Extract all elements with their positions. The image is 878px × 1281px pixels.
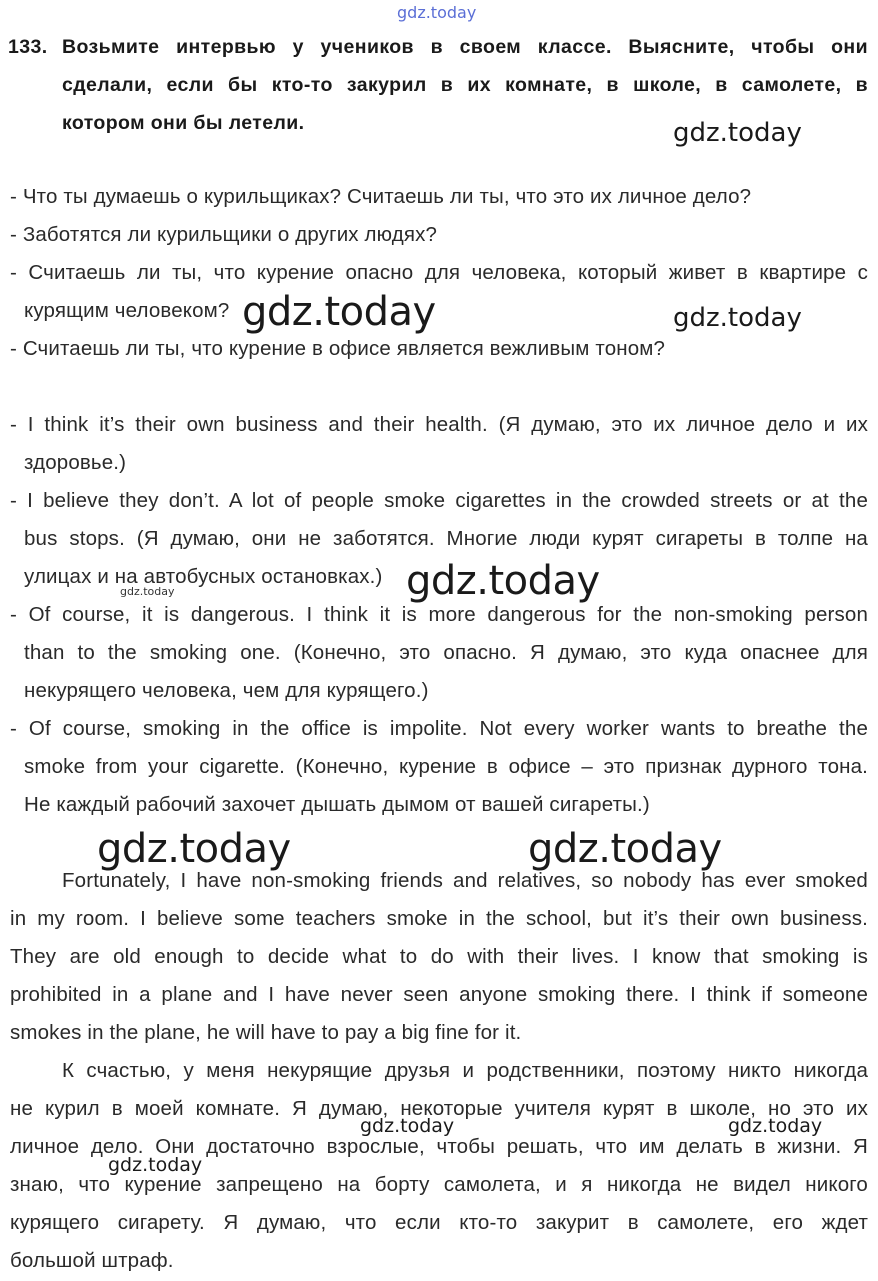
answer-4-cont: smoke from your cigarette. (Конечно, курение в офисе – это признак дурного тона.	[24, 755, 868, 778]
answer-3: - Of course, it is dangerous. I think it is more dangerous for the non-smoking person	[10, 603, 868, 626]
paragraph-ru-line-4: знаю, что курение запрещено на борту самолета, и я никогда не видел никого	[10, 1173, 868, 1196]
task-line-3: котором они бы летели.	[62, 112, 305, 134]
paragraph-ru-line-3: личное дело. Они достаточно взрослые, чтобы решать, что им делать в жизни. Я	[10, 1135, 868, 1158]
watermark: gdz.today	[528, 826, 722, 872]
answer-2-cont: bus stops. (Я думаю, они не заботятся. Многие люди курят сигареты в толпе на	[24, 527, 868, 550]
watermark: gdz.today	[120, 585, 175, 598]
question-4: - Считаешь ли ты, что курение в офисе является вежливым тоном?	[10, 337, 666, 360]
paragraph-en-line-1: Fortunately, I have non-smoking friends and relatives, so nobody has ever smoked	[62, 869, 868, 892]
question-3: - Считаешь ли ты, что курение опасно для человека, который живет в квартире с	[10, 261, 868, 284]
question-2: - Заботятся ли курильщики о других людях?	[10, 223, 438, 246]
watermark-top: gdz.today	[397, 3, 477, 22]
watermark: gdz.today	[673, 303, 802, 333]
paragraph-en-line-5: smokes in the plane, he will have to pay a big fine for it.	[10, 1021, 522, 1044]
answer-4: - Of course, smoking in the office is impolite. Not every worker wants to breathe the	[10, 717, 868, 740]
answer-1-cont: здоровье.)	[24, 451, 127, 474]
paragraph-ru-line-1: К счастью, у меня некурящие друзья и родственники, поэтому никто никогда	[62, 1059, 868, 1082]
question-1: - Что ты думаешь о курильщиках? Считаешь ли ты, что это их личное дело?	[10, 185, 752, 208]
paragraph-ru-line-5: курящего сигарету. Я думаю, что если кто-то закурит в самолете, его ждет	[10, 1211, 868, 1234]
paragraph-en-line-4: prohibited in a plane and I have never seen anyone smoking there. I think if someone	[10, 983, 868, 1006]
answer-3-cont: than to the smoking one. (Конечно, это опасно. Я думаю, это куда опаснее для	[24, 641, 868, 664]
answer-3-cont: некурящего человека, чем для курящего.)	[24, 679, 429, 702]
watermark: gdz.today	[406, 558, 600, 604]
watermark: gdz.today	[673, 118, 802, 148]
watermark: gdz.today	[728, 1115, 823, 1137]
paragraph-en-line-2: in my room. I believe some teachers smoke in the school, but it’s their own business.	[10, 907, 868, 930]
task-line-1: Возьмите интервью у учеников в своем классе. Выясните, чтобы они	[62, 36, 868, 58]
task-line-2: сделали, если бы кто-то закурил в их комнате, в школе, в самолете, в	[62, 74, 868, 96]
question-3-cont: курящим человеком?	[24, 299, 230, 322]
paragraph-en-line-3: They are old enough to decide what to do with their lives. I know that smoking is	[10, 945, 868, 968]
watermark: gdz.today	[108, 1154, 203, 1176]
answer-2: - I believe they don’t. A lot of people smoke cigarettes in the crowded streets or at the	[10, 489, 868, 512]
watermark: gdz.today	[360, 1115, 455, 1137]
answer-1: - I think it’s their own business and their health. (Я думаю, это их личное дело и их	[10, 413, 868, 436]
task-number: 133.	[8, 36, 48, 58]
paragraph-ru-line-2: не курил в моей комнате. Я думаю, некоторые учителя курят в школе, но это их	[10, 1097, 868, 1120]
watermark: gdz.today	[97, 826, 291, 872]
answer-4-cont: Не каждый рабочий захочет дышать дымом от вашей сигареты.)	[24, 793, 650, 816]
watermark: gdz.today	[242, 289, 436, 335]
paragraph-ru-line-6: большой штраф.	[10, 1249, 174, 1272]
answer-2-cont: улицах и на автобусных остановках.)	[24, 565, 383, 588]
